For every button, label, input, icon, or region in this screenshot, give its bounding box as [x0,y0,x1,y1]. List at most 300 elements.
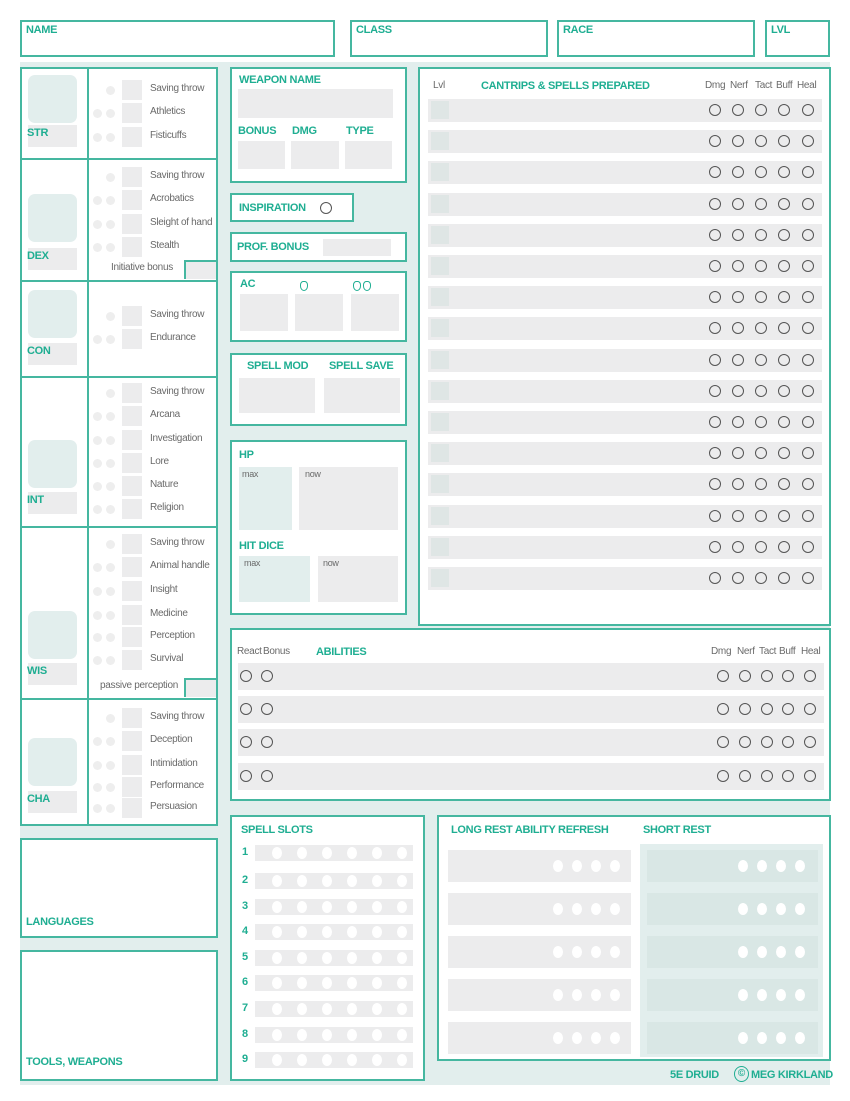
proficiency-dot[interactable] [106,656,115,665]
weapon-bonus-input[interactable] [238,141,285,169]
spell-slot-checkbox[interactable] [397,1003,407,1015]
ability-tag-checkbox[interactable] [717,703,729,715]
tools-weapons-box[interactable] [20,950,218,1081]
spell-tag-checkbox[interactable] [709,135,721,147]
spell-tag-checkbox[interactable] [709,322,721,334]
proficiency-dot[interactable] [106,86,115,95]
spell-level-input[interactable] [431,351,449,369]
spell-tag-checkbox[interactable] [778,229,790,241]
expertise-dot[interactable] [93,737,102,746]
spell-tag-checkbox[interactable] [802,510,814,522]
spell-slot-checkbox[interactable] [347,847,357,859]
ability-tag-checkbox[interactable] [761,770,773,782]
spell-tag-checkbox[interactable] [732,478,744,490]
expertise-dot[interactable] [93,482,102,491]
spell-slot-checkbox[interactable] [297,952,307,964]
spell-slot-checkbox[interactable] [322,926,332,938]
proficiency-dot[interactable] [106,220,115,229]
expertise-dot[interactable] [93,611,102,620]
spell-slot-checkbox[interactable] [272,1029,282,1041]
short-rest-checkbox[interactable] [757,989,767,1001]
long-rest-checkbox[interactable] [591,860,601,872]
long-rest-ability-row[interactable] [448,1022,631,1054]
ability-row[interactable] [238,729,824,756]
name-field[interactable] [20,20,335,57]
spell-row[interactable] [428,567,822,590]
spell-tag-checkbox[interactable] [732,541,744,553]
short-rest-checkbox[interactable] [795,1032,805,1044]
action-type-checkbox[interactable] [261,770,273,782]
spell-tag-checkbox[interactable] [732,416,744,428]
spell-row[interactable] [428,193,822,216]
spell-level-input[interactable] [431,382,449,400]
spell-tag-checkbox[interactable] [778,416,790,428]
short-rest-ability-row[interactable] [647,850,818,882]
short-rest-ability-row[interactable] [647,1022,818,1054]
spell-tag-checkbox[interactable] [709,541,721,553]
spell-level-input[interactable] [431,101,449,119]
long-rest-checkbox[interactable] [610,860,620,872]
skill-bonus-input[interactable] [122,306,142,326]
spell-tag-checkbox[interactable] [709,447,721,459]
spell-tag-checkbox[interactable] [802,104,814,116]
proficiency-dot[interactable] [106,611,115,620]
proficiency-dot[interactable] [106,783,115,792]
spell-level-input[interactable] [431,132,449,150]
ability-row[interactable] [238,663,824,690]
spell-tag-checkbox[interactable] [778,104,790,116]
short-rest-checkbox[interactable] [738,860,748,872]
spell-tag-checkbox[interactable] [778,322,790,334]
spell-slot-checkbox[interactable] [272,926,282,938]
spell-row[interactable] [428,161,822,184]
proficiency-dot[interactable] [106,243,115,252]
proficiency-dot[interactable] [106,714,115,723]
long-rest-checkbox[interactable] [553,903,563,915]
spell-tag-checkbox[interactable] [732,229,744,241]
spell-slot-checkbox[interactable] [297,1029,307,1041]
spell-row[interactable] [428,380,822,403]
spell-slot-checkbox[interactable] [372,875,382,887]
spell-tag-checkbox[interactable] [755,572,767,584]
expertise-dot[interactable] [93,505,102,514]
spell-slot-checkbox[interactable] [347,875,357,887]
spell-slot-checkbox[interactable] [347,901,357,913]
spell-row[interactable] [428,505,822,528]
spell-slot-checkbox[interactable] [397,847,407,859]
spell-tag-checkbox[interactable] [755,510,767,522]
spell-tag-checkbox[interactable] [778,260,790,272]
long-rest-checkbox[interactable] [553,946,563,958]
wis-score-input[interactable] [28,611,77,659]
spell-slot-checkbox[interactable] [322,1029,332,1041]
expertise-dot[interactable] [93,335,102,344]
skill-bonus-input[interactable] [122,80,142,100]
ability-tag-checkbox[interactable] [717,736,729,748]
ability-row[interactable] [238,763,824,790]
long-rest-checkbox[interactable] [610,1032,620,1044]
skill-bonus-input[interactable] [122,430,142,450]
ac-input[interactable] [240,294,288,331]
ability-tag-checkbox[interactable] [782,736,794,748]
spell-level-input[interactable] [431,569,449,587]
expertise-dot[interactable] [93,436,102,445]
spell-row[interactable] [428,536,822,559]
spell-tag-checkbox[interactable] [709,510,721,522]
spell-level-input[interactable] [431,163,449,181]
short-rest-checkbox[interactable] [757,903,767,915]
spell-tag-checkbox[interactable] [778,291,790,303]
skill-bonus-input[interactable] [122,329,142,349]
proficiency-dot[interactable] [106,196,115,205]
skill-bonus-input[interactable] [122,127,142,147]
spell-tag-checkbox[interactable] [732,510,744,522]
spell-tag-checkbox[interactable] [802,447,814,459]
skill-bonus-input[interactable] [122,534,142,554]
long-rest-ability-row[interactable] [448,936,631,968]
expertise-dot[interactable] [93,412,102,421]
spell-level-input[interactable] [431,538,449,556]
spell-tag-checkbox[interactable] [802,229,814,241]
spell-slot-checkbox[interactable] [372,1029,382,1041]
spell-tag-checkbox[interactable] [802,166,814,178]
proficiency-dot[interactable] [106,389,115,398]
ability-tag-checkbox[interactable] [804,736,816,748]
short-rest-ability-row[interactable] [647,893,818,925]
expertise-dot[interactable] [93,109,102,118]
prof-bonus-input[interactable] [323,239,391,256]
spell-tag-checkbox[interactable] [709,198,721,210]
ability-tag-checkbox[interactable] [739,670,751,682]
spell-slot-checkbox[interactable] [272,1003,282,1015]
proficiency-dot[interactable] [106,587,115,596]
spell-slot-checkbox[interactable] [297,875,307,887]
spell-tag-checkbox[interactable] [778,198,790,210]
spell-slot-checkbox[interactable] [272,952,282,964]
ability-tag-checkbox[interactable] [717,670,729,682]
spell-tag-checkbox[interactable] [778,510,790,522]
spell-tag-checkbox[interactable] [802,541,814,553]
spell-tag-checkbox[interactable] [732,354,744,366]
spell-slot-checkbox[interactable] [322,977,332,989]
long-rest-checkbox[interactable] [572,946,582,958]
inspiration-checkbox[interactable] [320,202,332,214]
ability-tag-checkbox[interactable] [761,736,773,748]
skill-bonus-input[interactable] [122,777,142,797]
skill-bonus-input[interactable] [122,214,142,234]
spell-tag-checkbox[interactable] [755,229,767,241]
race-field[interactable] [557,20,755,57]
spell-row[interactable] [428,224,822,247]
short-rest-checkbox[interactable] [738,1032,748,1044]
expertise-dot[interactable] [93,587,102,596]
passive-perception-input[interactable] [184,678,216,697]
spell-slot-checkbox[interactable] [397,952,407,964]
spell-tag-checkbox[interactable] [755,447,767,459]
action-type-checkbox[interactable] [240,770,252,782]
skill-bonus-input[interactable] [122,708,142,728]
skill-bonus-input[interactable] [122,237,142,257]
short-rest-checkbox[interactable] [776,1032,786,1044]
ability-row[interactable] [238,696,824,723]
skill-bonus-input[interactable] [122,627,142,647]
expertise-dot[interactable] [93,761,102,770]
proficiency-dot[interactable] [106,633,115,642]
spell-tag-checkbox[interactable] [802,198,814,210]
long-rest-checkbox[interactable] [553,1032,563,1044]
skill-bonus-input[interactable] [122,755,142,775]
spell-slot-checkbox[interactable] [322,875,332,887]
spell-row[interactable] [428,349,822,372]
weapon-name-input[interactable] [238,89,393,118]
level-field[interactable] [765,20,830,57]
spell-tag-checkbox[interactable] [755,291,767,303]
spell-slot-checkbox[interactable] [347,926,357,938]
spell-slot-checkbox[interactable] [322,901,332,913]
short-rest-checkbox[interactable] [757,860,767,872]
ability-tag-checkbox[interactable] [739,770,751,782]
action-type-checkbox[interactable] [261,736,273,748]
long-rest-checkbox[interactable] [572,989,582,1001]
spell-slot-checkbox[interactable] [372,901,382,913]
spell-tag-checkbox[interactable] [802,416,814,428]
class-field[interactable] [350,20,548,57]
weapon-dmg-input[interactable] [291,141,339,169]
spell-level-input[interactable] [431,413,449,431]
proficiency-dot[interactable] [106,436,115,445]
short-rest-checkbox[interactable] [795,946,805,958]
skill-bonus-input[interactable] [122,798,142,818]
ac-shield-input[interactable] [295,294,343,331]
spell-row[interactable] [428,130,822,153]
spell-tag-checkbox[interactable] [732,104,744,116]
languages-box[interactable] [20,838,218,938]
long-rest-checkbox[interactable] [572,903,582,915]
skill-bonus-input[interactable] [122,406,142,426]
spell-tag-checkbox[interactable] [778,135,790,147]
spell-slot-checkbox[interactable] [272,1054,282,1066]
proficiency-dot[interactable] [106,540,115,549]
long-rest-checkbox[interactable] [553,860,563,872]
spell-tag-checkbox[interactable] [732,166,744,178]
skill-bonus-input[interactable] [122,650,142,670]
ability-tag-checkbox[interactable] [804,770,816,782]
expertise-dot[interactable] [93,783,102,792]
long-rest-checkbox[interactable] [553,989,563,1001]
spell-row[interactable] [428,411,822,434]
spell-slot-checkbox[interactable] [372,977,382,989]
short-rest-ability-row[interactable] [647,936,818,968]
spell-slot-checkbox[interactable] [372,1054,382,1066]
expertise-dot[interactable] [93,804,102,813]
spell-slot-checkbox[interactable] [322,847,332,859]
action-type-checkbox[interactable] [240,703,252,715]
proficiency-dot[interactable] [106,482,115,491]
spell-tag-checkbox[interactable] [778,166,790,178]
proficiency-dot[interactable] [106,737,115,746]
proficiency-dot[interactable] [106,563,115,572]
spell-tag-checkbox[interactable] [755,541,767,553]
spell-slot-checkbox[interactable] [397,1054,407,1066]
spell-tag-checkbox[interactable] [755,478,767,490]
long-rest-checkbox[interactable] [572,1032,582,1044]
spell-tag-checkbox[interactable] [802,354,814,366]
spell-tag-checkbox[interactable] [755,104,767,116]
spell-row[interactable] [428,286,822,309]
short-rest-checkbox[interactable] [776,989,786,1001]
spell-level-input[interactable] [431,257,449,275]
long-rest-checkbox[interactable] [610,989,620,1001]
spell-tag-checkbox[interactable] [709,416,721,428]
skill-bonus-input[interactable] [122,103,142,123]
spell-slot-checkbox[interactable] [372,926,382,938]
long-rest-checkbox[interactable] [591,989,601,1001]
spell-tag-checkbox[interactable] [755,322,767,334]
spell-slot-checkbox[interactable] [397,875,407,887]
short-rest-checkbox[interactable] [776,903,786,915]
spell-tag-checkbox[interactable] [732,198,744,210]
proficiency-dot[interactable] [106,761,115,770]
spell-row[interactable] [428,99,822,122]
short-rest-checkbox[interactable] [795,903,805,915]
expertise-dot[interactable] [93,563,102,572]
ability-tag-checkbox[interactable] [761,703,773,715]
proficiency-dot[interactable] [106,412,115,421]
ability-tag-checkbox[interactable] [782,703,794,715]
str-score-input[interactable] [28,75,77,123]
spell-tag-checkbox[interactable] [732,447,744,459]
expertise-dot[interactable] [93,243,102,252]
spell-tag-checkbox[interactable] [802,322,814,334]
proficiency-dot[interactable] [106,133,115,142]
short-rest-checkbox[interactable] [776,860,786,872]
spell-tag-checkbox[interactable] [802,478,814,490]
spell-slot-checkbox[interactable] [272,847,282,859]
spell-slot-checkbox[interactable] [272,977,282,989]
ac-double-shield-input[interactable] [351,294,399,331]
ability-tag-checkbox[interactable] [782,770,794,782]
spell-slot-checkbox[interactable] [372,1003,382,1015]
spell-tag-checkbox[interactable] [709,354,721,366]
spell-tag-checkbox[interactable] [709,229,721,241]
short-rest-checkbox[interactable] [776,946,786,958]
spell-tag-checkbox[interactable] [709,166,721,178]
long-rest-checkbox[interactable] [610,946,620,958]
skill-bonus-input[interactable] [122,499,142,519]
action-type-checkbox[interactable] [261,670,273,682]
skill-bonus-input[interactable] [122,476,142,496]
spell-level-input[interactable] [431,288,449,306]
short-rest-checkbox[interactable] [795,989,805,1001]
spell-slot-checkbox[interactable] [322,1054,332,1066]
spell-slot-checkbox[interactable] [272,901,282,913]
expertise-dot[interactable] [93,633,102,642]
spell-tag-checkbox[interactable] [755,198,767,210]
weapon-type-input[interactable] [345,141,392,169]
long-rest-ability-row[interactable] [448,893,631,925]
skill-bonus-input[interactable] [122,605,142,625]
spell-tag-checkbox[interactable] [709,385,721,397]
spell-tag-checkbox[interactable] [778,354,790,366]
ability-tag-checkbox[interactable] [739,736,751,748]
expertise-dot[interactable] [93,133,102,142]
spell-slot-checkbox[interactable] [347,952,357,964]
spell-tag-checkbox[interactable] [755,260,767,272]
spell-slot-checkbox[interactable] [347,1003,357,1015]
expertise-dot[interactable] [93,656,102,665]
skill-bonus-input[interactable] [122,383,142,403]
short-rest-checkbox[interactable] [738,989,748,1001]
expertise-dot[interactable] [93,220,102,229]
spell-level-input[interactable] [431,444,449,462]
short-rest-checkbox[interactable] [738,946,748,958]
cha-score-input[interactable] [28,738,77,786]
spell-tag-checkbox[interactable] [732,385,744,397]
short-rest-ability-row[interactable] [647,979,818,1011]
spell-row[interactable] [428,473,822,496]
short-rest-checkbox[interactable] [757,1032,767,1044]
spell-slot-checkbox[interactable] [297,926,307,938]
spell-tag-checkbox[interactable] [732,322,744,334]
spell-row[interactable] [428,317,822,340]
spell-slot-checkbox[interactable] [397,977,407,989]
spell-tag-checkbox[interactable] [709,291,721,303]
spell-tag-checkbox[interactable] [755,166,767,178]
spell-tag-checkbox[interactable] [732,572,744,584]
long-rest-ability-row[interactable] [448,979,631,1011]
spell-slot-checkbox[interactable] [272,875,282,887]
long-rest-checkbox[interactable] [591,1032,601,1044]
spell-tag-checkbox[interactable] [778,385,790,397]
spell-tag-checkbox[interactable] [755,135,767,147]
ability-tag-checkbox[interactable] [717,770,729,782]
skill-bonus-input[interactable] [122,581,142,601]
proficiency-dot[interactable] [106,335,115,344]
spell-tag-checkbox[interactable] [778,572,790,584]
proficiency-dot[interactable] [106,804,115,813]
spell-tag-checkbox[interactable] [778,478,790,490]
spell-slot-checkbox[interactable] [297,901,307,913]
con-score-input[interactable] [28,290,77,338]
spell-row[interactable] [428,442,822,465]
long-rest-ability-row[interactable] [448,850,631,882]
spell-level-input[interactable] [431,319,449,337]
ability-tag-checkbox[interactable] [804,703,816,715]
hit-dice-now-input[interactable] [318,556,398,602]
spell-slot-checkbox[interactable] [347,1054,357,1066]
long-rest-checkbox[interactable] [591,903,601,915]
spell-save-input[interactable] [324,378,400,413]
skill-bonus-input[interactable] [122,453,142,473]
spell-slot-checkbox[interactable] [322,1003,332,1015]
spell-slot-checkbox[interactable] [397,901,407,913]
hit-dice-max-input[interactable] [239,556,310,602]
proficiency-dot[interactable] [106,109,115,118]
spell-tag-checkbox[interactable] [802,291,814,303]
spell-tag-checkbox[interactable] [732,291,744,303]
hp-now-input[interactable] [299,467,398,530]
spell-slot-checkbox[interactable] [297,1054,307,1066]
long-rest-checkbox[interactable] [572,860,582,872]
spell-tag-checkbox[interactable] [755,385,767,397]
spell-tag-checkbox[interactable] [778,541,790,553]
spell-level-input[interactable] [431,507,449,525]
spell-slot-checkbox[interactable] [347,1029,357,1041]
spell-tag-checkbox[interactable] [709,478,721,490]
proficiency-dot[interactable] [106,505,115,514]
spell-mod-input[interactable] [239,378,315,413]
spell-level-input[interactable] [431,195,449,213]
